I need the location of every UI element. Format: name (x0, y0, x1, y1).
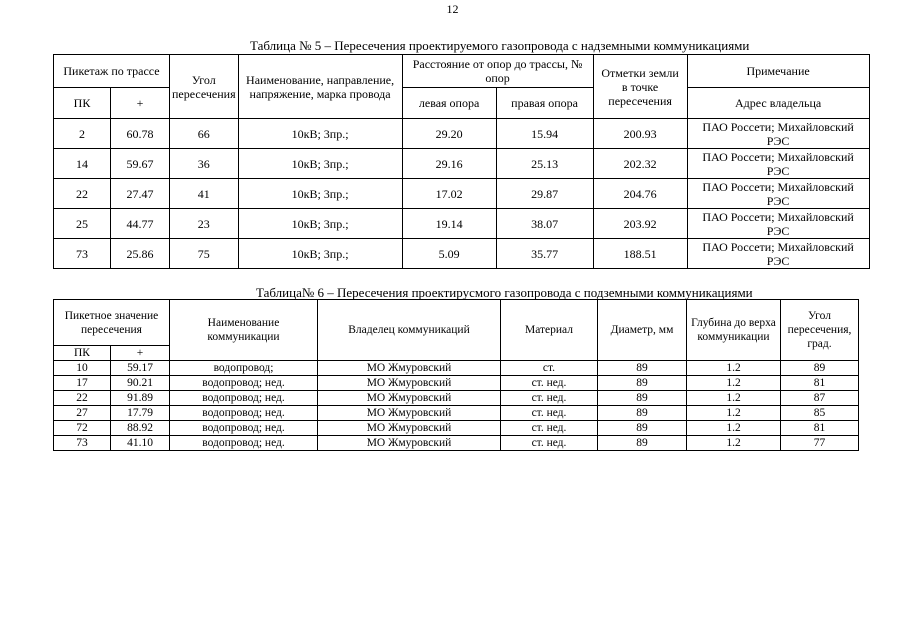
cell-left: 5.09 (402, 239, 496, 269)
table-row (54, 421, 859, 436)
header-name: Наименование коммуникации (170, 300, 318, 361)
cell-mark: 200.93 (593, 119, 687, 149)
table-row (54, 179, 870, 209)
header-picket: Пикетаж по трассе (54, 55, 170, 88)
cell-depth: 1.2 (687, 406, 781, 421)
cell-right: 35.77 (496, 239, 593, 269)
cell-name: 10кВ; 3пр.; (238, 179, 402, 209)
cell-left: 17.02 (402, 179, 496, 209)
header-angle: Угол пересечения (170, 55, 239, 119)
cell-material: ст. нед. (501, 421, 598, 436)
cell-owner: МО Жмуровский (318, 421, 501, 436)
header-plus: + (111, 346, 170, 361)
cell-angle: 75 (170, 239, 239, 269)
cell-owner: МО Жмуровский (318, 436, 501, 451)
table-row (54, 391, 859, 406)
header-picket: Пикетное значение пересечения (54, 300, 170, 346)
cell-plus: 91.89 (111, 391, 170, 406)
table-row (54, 149, 870, 179)
cell-right: 29.87 (496, 179, 593, 209)
cell-mark: 204.76 (593, 179, 687, 209)
cell-plus: 44.77 (111, 209, 170, 239)
cell-name: водопровод; нед. (170, 391, 318, 406)
cell-name: водопровод; нед. (170, 421, 318, 436)
cell-owner: МО Жмуровский (318, 376, 501, 391)
cell-plus: 25.86 (111, 239, 170, 269)
cell-pk: 25 (54, 209, 111, 239)
cell-material: ст. нед. (501, 391, 598, 406)
cell-name: 10кВ; 3пр.; (238, 239, 402, 269)
header-pk: ПК (54, 346, 111, 361)
cell-pk: 14 (54, 149, 111, 179)
cell-note: ПАО Россети; Михайловский РЭС (687, 209, 869, 239)
cell-material: ст. (501, 361, 598, 376)
cell-mark: 202.32 (593, 149, 687, 179)
cell-name: водопровод; нед. (170, 436, 318, 451)
cell-note: ПАО Россети; Михайловский РЭС (687, 179, 869, 209)
cell-name: водопровод; (170, 361, 318, 376)
cell-pk: 10 (54, 361, 111, 376)
cell-angle: 87 (781, 391, 859, 406)
header-owner-address: Адрес владельца (687, 88, 869, 119)
header-name: Наименование, направление, напряжение, марка провода (238, 55, 402, 119)
cell-plus: 60.78 (111, 119, 170, 149)
cell-right: 25.13 (496, 149, 593, 179)
cell-pk: 73 (54, 436, 111, 451)
cell-angle: 41 (170, 179, 239, 209)
cell-mark: 188.51 (593, 239, 687, 269)
table-row (54, 209, 870, 239)
cell-pk: 17 (54, 376, 111, 391)
cell-plus: 90.21 (111, 376, 170, 391)
cell-depth: 1.2 (687, 391, 781, 406)
cell-name: 10кВ; 3пр.; (238, 209, 402, 239)
cell-note: ПАО Россети; Михайловский РЭС (687, 239, 869, 269)
cell-note: ПАО Россети; Михайловский РЭС (687, 119, 869, 149)
header-owner: Владелец коммуникаций (318, 300, 501, 361)
cell-plus: 59.67 (111, 149, 170, 179)
table5-overhead-crossings (53, 54, 870, 269)
cell-material: ст. нед. (501, 436, 598, 451)
cell-diameter: 89 (598, 406, 687, 421)
cell-depth: 1.2 (687, 361, 781, 376)
cell-diameter: 89 (598, 361, 687, 376)
header-material: Материал (501, 300, 598, 361)
cell-diameter: 89 (598, 436, 687, 451)
cell-angle: 81 (781, 421, 859, 436)
table-row (54, 119, 870, 149)
cell-angle: 36 (170, 149, 239, 179)
cell-diameter: 89 (598, 376, 687, 391)
cell-depth: 1.2 (687, 376, 781, 391)
header-marks-bottom: в точке пересечения (608, 79, 672, 108)
cell-pk: 22 (54, 391, 111, 406)
cell-pk: 2 (54, 119, 111, 149)
cell-plus: 88.92 (111, 421, 170, 436)
cell-mark: 203.92 (593, 209, 687, 239)
cell-plus: 27.47 (111, 179, 170, 209)
cell-note: ПАО Россети; Михайловский РЭС (687, 149, 869, 179)
cell-plus: 41.10 (111, 436, 170, 451)
cell-angle: 66 (170, 119, 239, 149)
cell-pk: 73 (54, 239, 111, 269)
table-row (54, 239, 870, 269)
cell-name: 10кВ; 3пр.; (238, 149, 402, 179)
header-distance: Расстояние от опор до трассы, № опор (402, 55, 593, 88)
cell-left: 29.20 (402, 119, 496, 149)
cell-depth: 1.2 (687, 421, 781, 436)
cell-angle: 81 (781, 376, 859, 391)
page-number: 12 (446, 2, 459, 16)
cell-right: 38.07 (496, 209, 593, 239)
cell-depth: 1.2 (687, 436, 781, 451)
table5-caption: Таблица № 5 – Пересечения проектируемого газопровода с надземными коммуникациями (250, 38, 750, 53)
cell-left: 19.14 (402, 209, 496, 239)
cell-name: водопровод; нед. (170, 406, 318, 421)
header-pk: ПК (54, 88, 111, 119)
table-row (54, 376, 859, 391)
cell-pk: 22 (54, 179, 111, 209)
header-depth: Глубина до верха коммуникации (687, 300, 781, 361)
cell-owner: МО Жмуровский (318, 406, 501, 421)
table6-caption: Таблица№ 6 – Пересечения проектирусмого газопровода с подземными коммуникациями (256, 285, 753, 300)
cell-angle: 85 (781, 406, 859, 421)
cell-owner: МО Жмуровский (318, 361, 501, 376)
header-left-support: левая опора (402, 88, 496, 119)
cell-pk: 72 (54, 421, 111, 436)
cell-pk: 27 (54, 406, 111, 421)
cell-angle: 77 (781, 436, 859, 451)
cell-plus: 17.79 (111, 406, 170, 421)
header-note: Примечание (687, 55, 869, 88)
header-marks-top: Отметки земли (601, 65, 679, 80)
table6-underground-crossings (53, 299, 859, 451)
header-diameter: Диаметр, мм (598, 300, 687, 361)
cell-owner: МО Жмуровский (318, 391, 501, 406)
header-angle: Угол пересечения, град. (781, 300, 859, 361)
cell-right: 15.94 (496, 119, 593, 149)
cell-plus: 59.17 (111, 361, 170, 376)
cell-angle: 23 (170, 209, 239, 239)
table-row (54, 406, 859, 421)
cell-name: 10кВ; 3пр.; (238, 119, 402, 149)
cell-material: ст. нед. (501, 376, 598, 391)
cell-left: 29.16 (402, 149, 496, 179)
cell-material: ст. нед. (501, 406, 598, 421)
header-plus: + (111, 88, 170, 119)
cell-diameter: 89 (598, 391, 687, 406)
table-row (54, 361, 859, 376)
cell-name: водопровод; нед. (170, 376, 318, 391)
table-row (54, 436, 859, 451)
cell-diameter: 89 (598, 421, 687, 436)
header-marks (593, 55, 687, 119)
cell-angle: 89 (781, 361, 859, 376)
header-right-support: правая опора (496, 88, 593, 119)
